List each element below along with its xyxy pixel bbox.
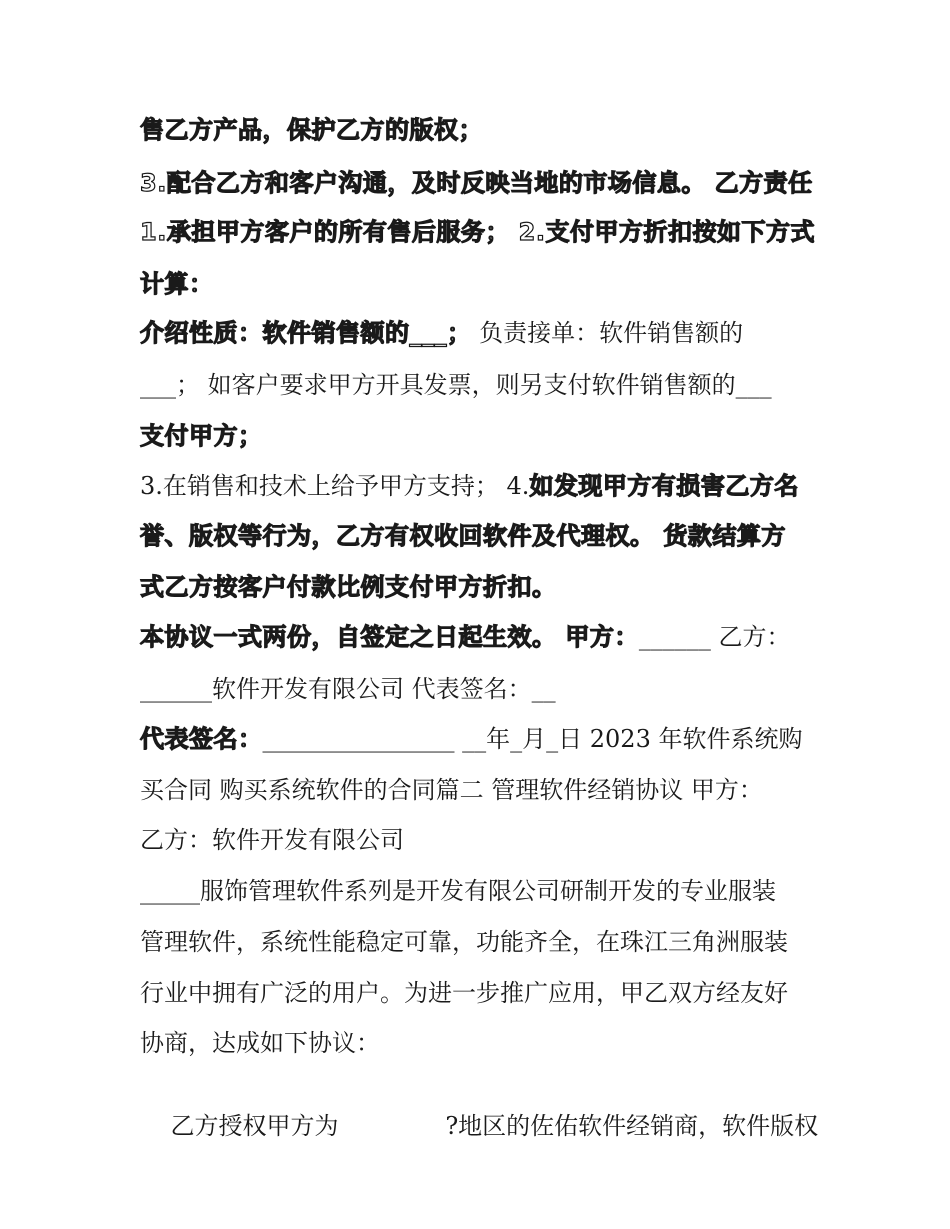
text-line [140, 824, 820, 856]
text-line [140, 621, 820, 653]
text-segment: ________________ __年_月_日 2023 年软件系统购 [262, 725, 803, 753]
text-segment: 管理软件，系统性能稳定可靠，功能齐全，在珠江三角洲服装 [140, 928, 788, 956]
text-line [140, 1027, 820, 1059]
text-line [140, 317, 820, 349]
text-segment: 如发现甲方有损害乙方名 [529, 472, 799, 500]
text-segment: 3.在销售和技术上给予甲方支持； 4. [140, 472, 530, 500]
text-segment: 行业中拥有广泛的用户。为进一步推广应用，甲乙双方经友好 [140, 979, 788, 1007]
text-line [140, 470, 820, 502]
text-line [140, 723, 820, 755]
text-segment: 协商，达成如下协议： [140, 1029, 380, 1057]
text-segment: 代表签名： [140, 725, 263, 753]
text-segment: ___； 如客户要求甲方开具发票，则另支付软件销售额的___ [140, 371, 772, 399]
text-line [140, 167, 820, 199]
text-line [140, 1078, 820, 1174]
text-segment: 负责接单：软件销售额的 [471, 319, 744, 347]
text-line [140, 977, 820, 1009]
text-line [140, 216, 820, 248]
text-segment: 售乙方产品，保护乙方的版权； [140, 116, 483, 144]
text-segment: 介绍性质：软件销售额的___； [140, 319, 472, 347]
text-line [140, 369, 820, 401]
text-segment: _____服饰管理软件系列是开发有限公司研制开发的专业服装 [140, 877, 776, 905]
text-segment: 支付甲方； [140, 422, 263, 450]
text-segment: ______ 乙方： [638, 623, 791, 651]
text-segment: 乙方授权甲方为 ?地区的佐佑软件经销商，软件版权 [170, 1112, 819, 1140]
text-line [140, 926, 820, 958]
text-segment: 计算： [140, 270, 214, 298]
text-line [140, 571, 820, 603]
text-line [140, 520, 820, 552]
text-line [140, 268, 820, 300]
text-line [140, 673, 820, 705]
text-segment: 1.承担甲方客户的所有售后服务； 2.支付甲方折扣按如下方式 [140, 218, 815, 246]
text-segment: 本协议一式两份，自签定之日起生效。 甲方： [140, 623, 639, 651]
text-segment: 买合同 购买系统软件的合同篇二 管理软件经销协议 甲方： [140, 776, 763, 804]
text-segment: 式乙方按客户付款比例支付甲方折扣。 [140, 573, 557, 601]
text-line [140, 875, 820, 907]
text-segment: ______软件开发有限公司 代表签名：__ [140, 675, 556, 703]
text-line [140, 774, 820, 806]
text-line [140, 114, 820, 146]
text-segment: 乙方：软件开发有限公司 [140, 826, 404, 854]
text-line [140, 420, 820, 452]
text-segment: 誉、版权等行为，乙方有权收回软件及代理权。 货款结算方 [140, 522, 786, 550]
text-segment: 3.配合乙方和客户沟通，及时反映当地的市场信息。 乙方责任 [140, 169, 813, 197]
